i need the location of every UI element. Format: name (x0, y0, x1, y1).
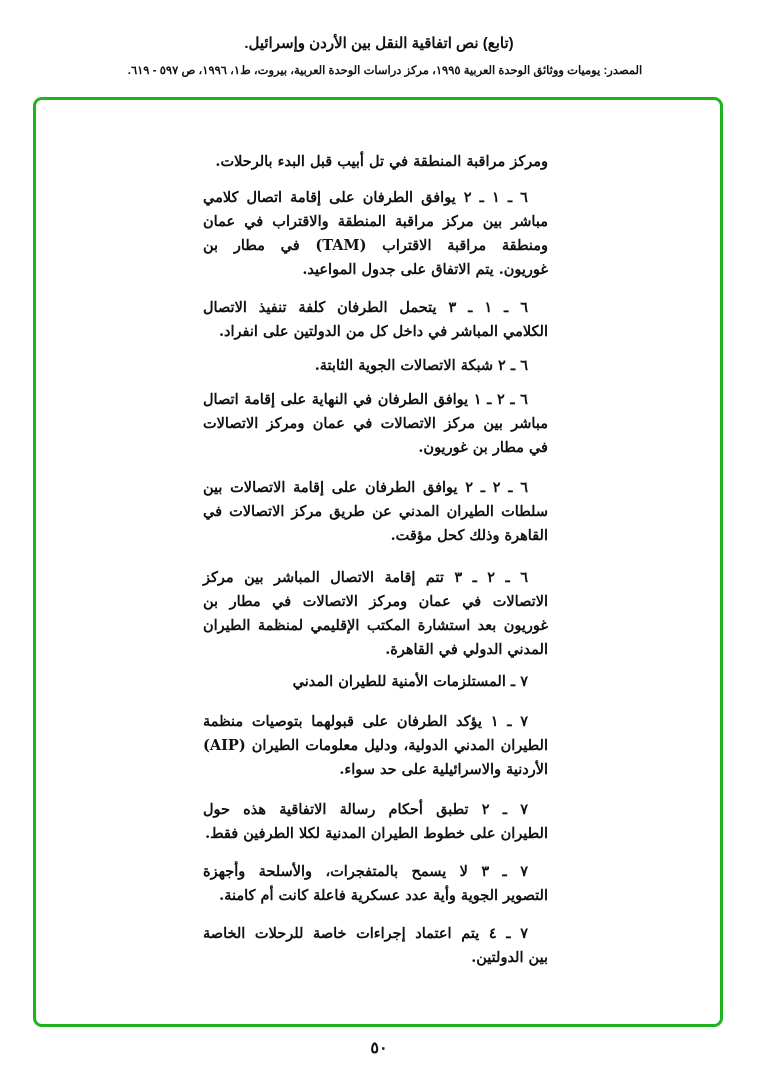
paragraph (203, 476, 548, 548)
paragraph (203, 922, 548, 970)
text-line: ٦ ـ ٢ ـ ١ يوافق الطرفان في النهاية على إقامة اتصال (203, 391, 528, 408)
section-heading (203, 670, 548, 694)
page-title: (تابع) نص اتفاقية النقل بين الأردن وإسرائيل. (244, 35, 514, 52)
text-line: الطيران على خطوط الطيران المدنية لكلا الطرفين فقط. (205, 825, 548, 842)
section-heading (203, 354, 548, 378)
text-line: الطيران المدني الدولية، ودليل معلومات الطيران (AIP) (203, 737, 548, 754)
text-line: ٧ ـ ٤ يتم اعتماد إجراءات خاصة للرحلات الخاصة (203, 925, 528, 942)
text-line: القاهرة وذلك كحل مؤقت. (390, 527, 548, 544)
text-line: المدني الدولي في القاهرة. (385, 641, 548, 658)
text-line: ٦ ـ ٢ ـ ٣ تتم إقامة الاتصال المباشر بين مركز (203, 569, 528, 586)
text-line: ٧ ـ ١ يؤكد الطرفان على قبولهما بتوصيات منظمة (203, 713, 528, 730)
text-line: ٦ ـ ٢ ـ ٢ يوافق الطرفان على إقامة الاتصالات بين (203, 479, 528, 496)
paragraph (203, 186, 548, 282)
text-line: الاتصالات في عمان ومركز الاتصالات في مطار بن (203, 593, 548, 610)
text-line: التصوير الجوية وأية عدد عسكرية فاعلة كانت أم كامنة. (219, 887, 548, 904)
text-line: ٦ ـ ١ ـ ٢ يوافق الطرفان على إقامة اتصال كلامي (203, 189, 528, 206)
text-line: ٦ ـ ١ ـ ٣ يتحمل الطرفان كلفة تنفيذ الاتصال (203, 299, 528, 316)
paragraph (203, 150, 548, 174)
text-line: بين الدولتين. (471, 949, 548, 966)
text-line: في مطار بن غوريون. (418, 439, 548, 456)
text-line: ٧ ـ ٣ لا يسمح بالمتفجرات، والأسلحة وأجهزة (203, 863, 528, 880)
text-line: الكلامي المباشر في داخل كل من الدولتين على انفراد. (219, 323, 548, 340)
paragraph (203, 388, 548, 460)
text-line: ومركز مراقبة المنطقة في تل أبيب قبل البدء بالرحلات. (215, 153, 548, 170)
text-line: ٦ ـ ٢ شبكة الاتصالات الجوية الثابتة. (314, 357, 528, 374)
text-line: غوريون. يتم الاتفاق على جدول المواعيد. (302, 261, 548, 278)
page-number: ٥٠ (370, 1038, 388, 1057)
paragraph (203, 566, 548, 662)
text-line: الأردنية والاسرائيلية على حد سواء. (339, 761, 548, 778)
text-line: مباشر بين مركز الاتصالات في عمان ومركز الاتصالات (203, 415, 548, 432)
text-line: غوريون بعد استشارة المكتب الإقليمي لمنظمة الطيران (203, 617, 548, 634)
paragraph (203, 860, 548, 908)
paragraph (203, 710, 548, 782)
source-citation: المصدر: يوميات ووثائق الوحدة العربية ١٩٩٥، مركز دراسات الوحدة العربية، بيروت، ط١، ١٩٩٦، ص ٥٩٧ - ٦١٩. (127, 65, 643, 77)
text-line: ٧ ـ ٢ تطبق أحكام رسالة الاتفاقية هذه حول (203, 801, 528, 818)
text-line: سلطات الطيران المدني عن طريق مركز الاتصالات في (203, 503, 548, 520)
paragraph (203, 798, 548, 846)
text-line: ٧ ـ المستلزمات الأمنية للطيران المدني (292, 673, 528, 690)
text-line: مباشر بين مركز مراقبة المنطقة والاقتراب في عمان (203, 213, 548, 230)
text-line: ومنطقة مراقبة الاقتراب (TAM) في مطار بن (203, 237, 548, 254)
paragraph (203, 296, 548, 344)
